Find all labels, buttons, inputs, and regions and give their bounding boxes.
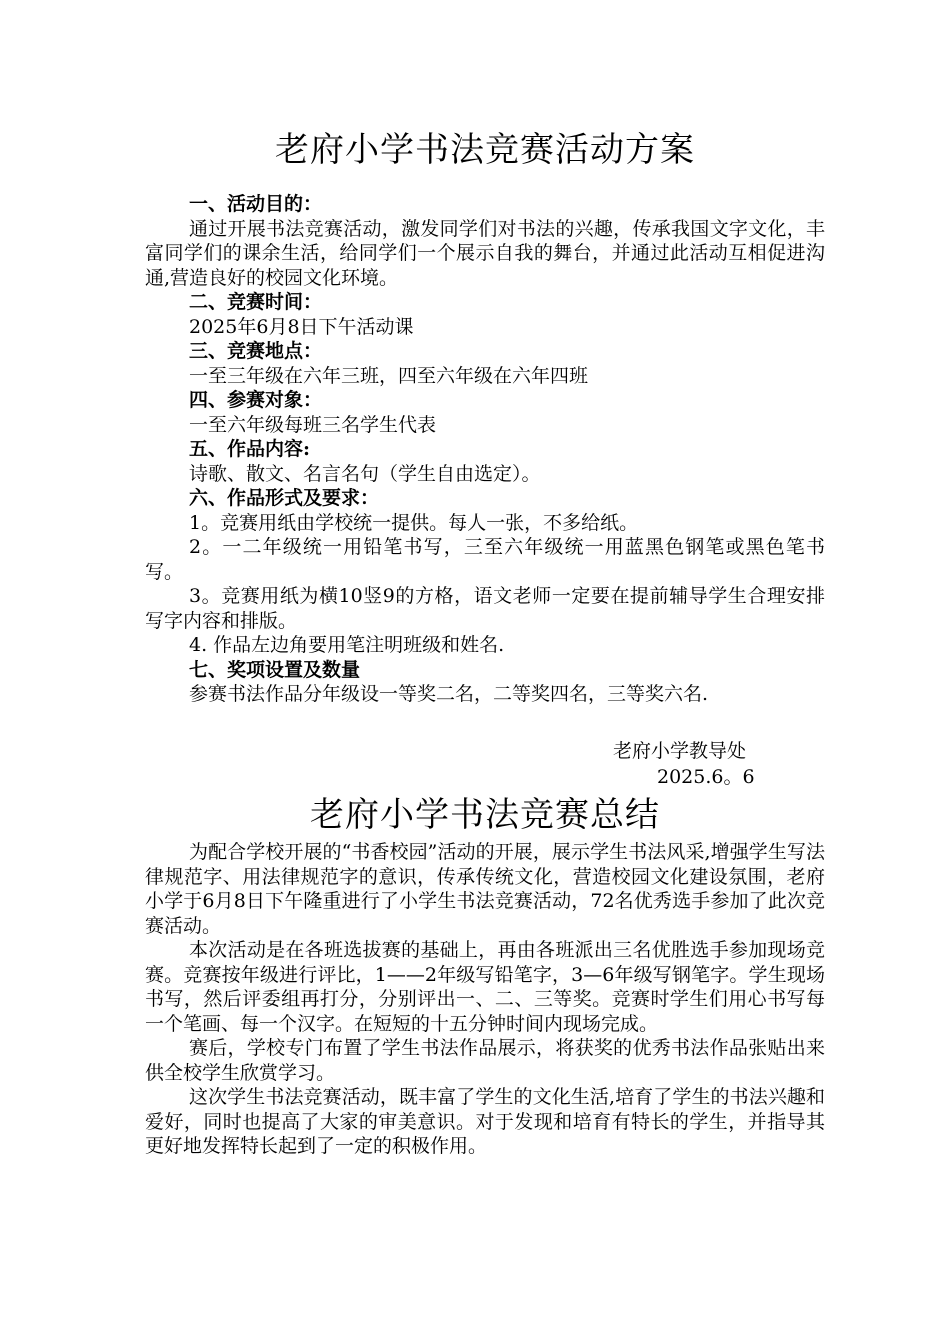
requirement-item-1: 1。竞赛用纸由学校统一提供。每人一张，不多给纸。 xyxy=(189,511,639,534)
section-body-content: 诗歌、散文、名言名句（学生自由选定）。 xyxy=(189,462,541,485)
summary-paragraph-1: 为配合学校开展的“书香校园”活动的开展，展示学生书法风采,增强学生写法律规范字、用法律规范字的意识，传承传统文化，营造校园文化建设氛围，老府小学于6月8日下午隆重进行了小学生书法竞赛活动，72名优秀选手参加了此次竞赛活动。 xyxy=(145,841,825,937)
section-heading-time: 二、竞赛时间： xyxy=(189,291,323,313)
signature-block xyxy=(145,738,825,790)
requirement-item-2: 2。一二年级统一用铅笔书写，三至六年级统一用蓝黑色钢笔或黑色笔书写。 xyxy=(145,536,825,583)
requirement-item-4: 4. 作品左边角要用笔注明班级和姓名. xyxy=(189,634,505,656)
summary-paragraph-2: 本次活动是在各班选拔赛的基础上，再由各班派出三名优胜选手参加现场竞赛。竞赛按年级进行评比，1——2年级写铅笔字，3—6年级写钢笔字。学生现场书写，然后评委组再打分，分别评出一、二、三等奖。竞赛时学生们用心书写每一个笔画、每一个汉字。在短短的十五分钟时间内现场完成。 xyxy=(145,939,825,1035)
summary-paragraph-4: 这次学生书法竞赛活动，既丰富了学生的文化生活,培育了学生的书法兴趣和爱好，同时也提高了大家的审美意识。对于发现和培育有特长的学生，并指导其更好地发挥特长起到了一定的积极作用。 xyxy=(145,1086,825,1157)
section-heading-awards: 七、奖项设置及数量 xyxy=(189,658,361,681)
section-body-location: 一至三年级在六年三班，四至六年级在六年四班 xyxy=(189,364,589,387)
signature: 老府小学教导处 xyxy=(613,740,747,762)
section-body-purpose: 通过开展书法竞赛活动，激发同学们对书法的兴趣，传承我国文字文化，丰富同学们的课余生活，给同学们一个展示自我的舞台，并通过此活动互相促进沟通,营造良好的校园文化环境。 xyxy=(145,217,825,289)
section-heading-location: 三、竞赛地点： xyxy=(189,340,323,362)
requirement-item-3: 3。竞赛用纸为横10竖9的方格，语文老师一定要在提前辅导学生合理安排写字内容和排版。 xyxy=(145,585,825,632)
section-body-participants: 一至六年级每班三名学生代表 xyxy=(189,413,437,436)
summary-title: 老府小学书法竞赛总结 xyxy=(310,795,660,835)
section-body-time: 2025年6月8日下午活动课 xyxy=(189,315,414,338)
section-heading-participants: 四、参赛对象： xyxy=(189,389,323,411)
section-heading-purpose: 一、活动目的： xyxy=(189,193,323,215)
summary-body xyxy=(145,840,825,1159)
plan-title: 老府小学书法竞赛活动方案 xyxy=(275,130,695,170)
section-heading-content: 五、作品内容: xyxy=(189,438,311,460)
section-heading-requirements: 六、作品形式及要求： xyxy=(189,487,380,509)
signature-date: 2025.6。6 xyxy=(657,766,755,788)
section-body-awards: 参赛书法作品分年级设一等奖二名，二等奖四名，三等奖六名. xyxy=(189,683,709,705)
plan-body xyxy=(145,192,825,707)
summary-paragraph-3: 赛后，学校专门布置了学生书法作品展示，将获奖的优秀书法作品张贴出来供全校学生欣赏学习。 xyxy=(145,1037,825,1084)
